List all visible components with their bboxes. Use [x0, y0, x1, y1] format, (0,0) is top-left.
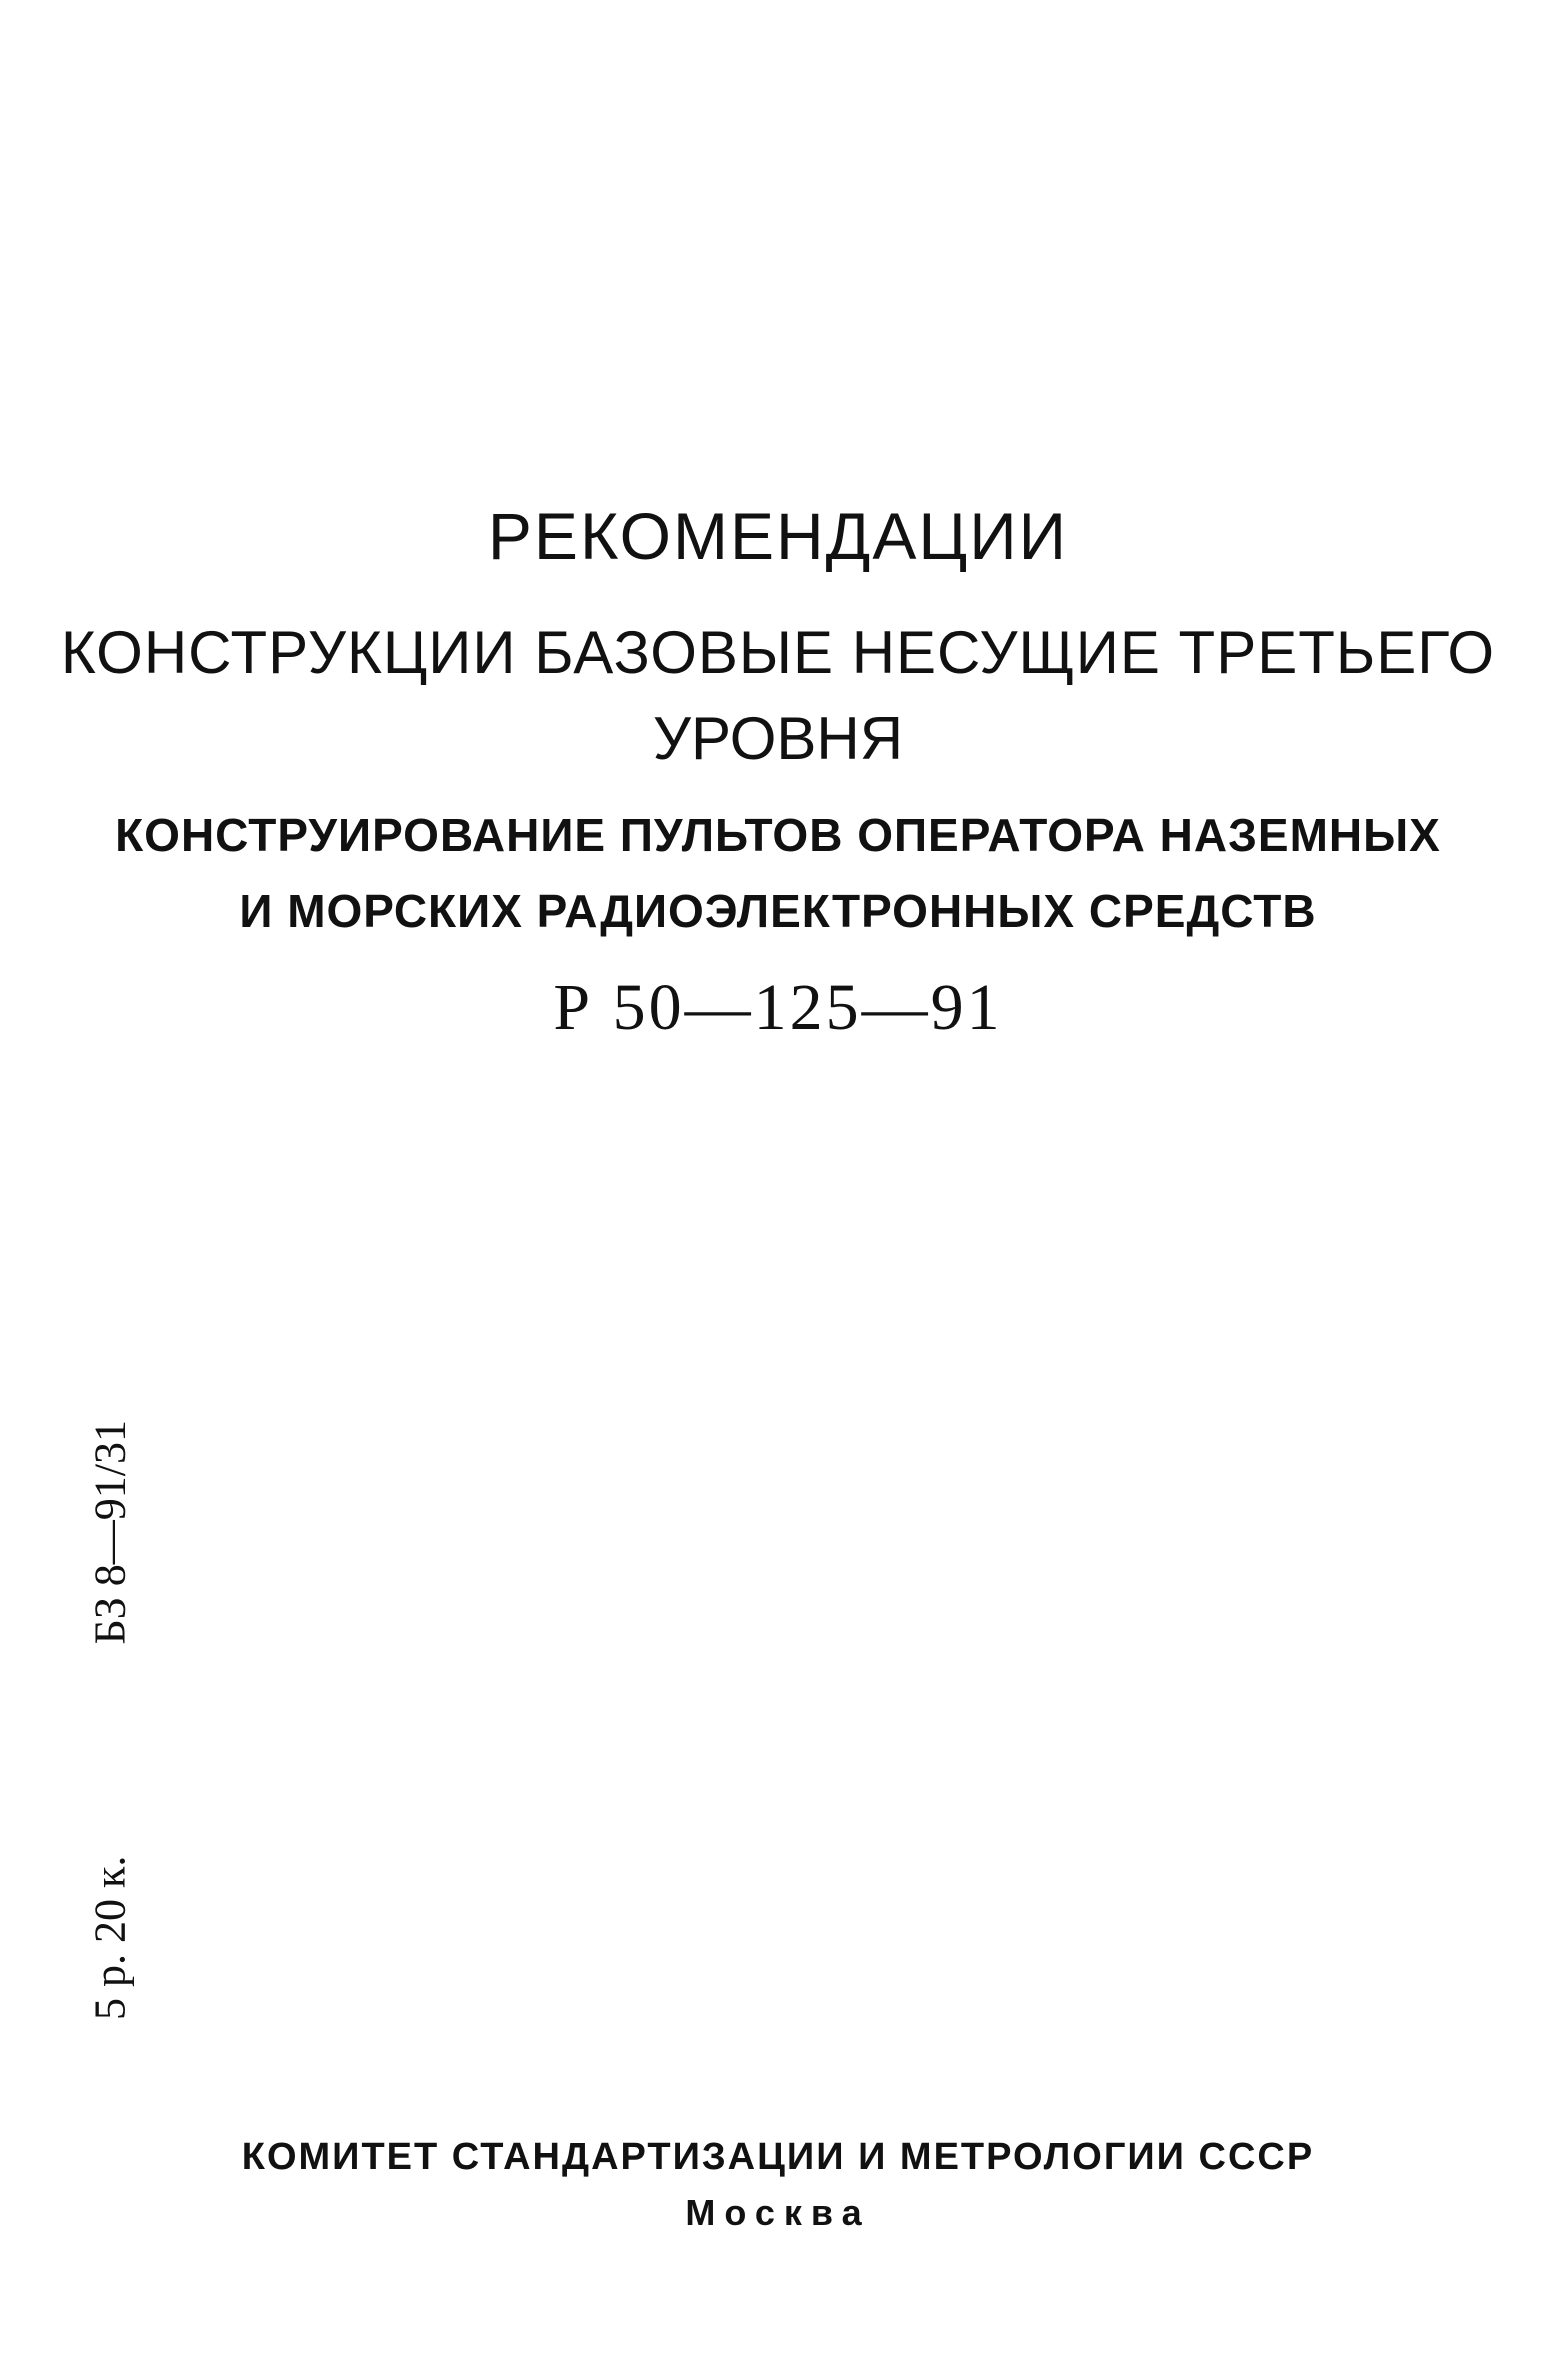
document-title-line-1: КОНСТРУКЦИИ БАЗОВЫЕ НЕСУЩИЕ ТРЕТЬЕГО: [60, 619, 1496, 686]
document-series-heading: РЕКОМЕНДАЦИИ: [487, 499, 1069, 573]
document-designation: Р 50—125—91: [553, 971, 1003, 1044]
publisher-city: Москва: [685, 2192, 871, 2233]
document-subtitle-line-2: И МОРСКИХ РАДИОЭЛЕКТРОННЫХ СРЕДСТВ: [239, 885, 1317, 937]
publisher-name: КОМИТЕТ СТАНДАРТИЗАЦИИ И МЕТРОЛОГИИ СССР: [241, 2136, 1315, 2178]
side-margin-text: [85, 1420, 136, 2020]
side-margin-note: [60, 1420, 160, 2020]
price-label: 5 р. 20 к.: [85, 1855, 135, 2020]
document-subtitle-line-1: КОНСТРУИРОВАНИЕ ПУЛЬТОВ ОПЕРАТОРА НАЗЕМНЫХ: [115, 809, 1441, 861]
catalog-code-label: БЗ 8—91/31: [85, 1420, 135, 1645]
document-title-line-2: УРОВНЯ: [652, 705, 904, 772]
